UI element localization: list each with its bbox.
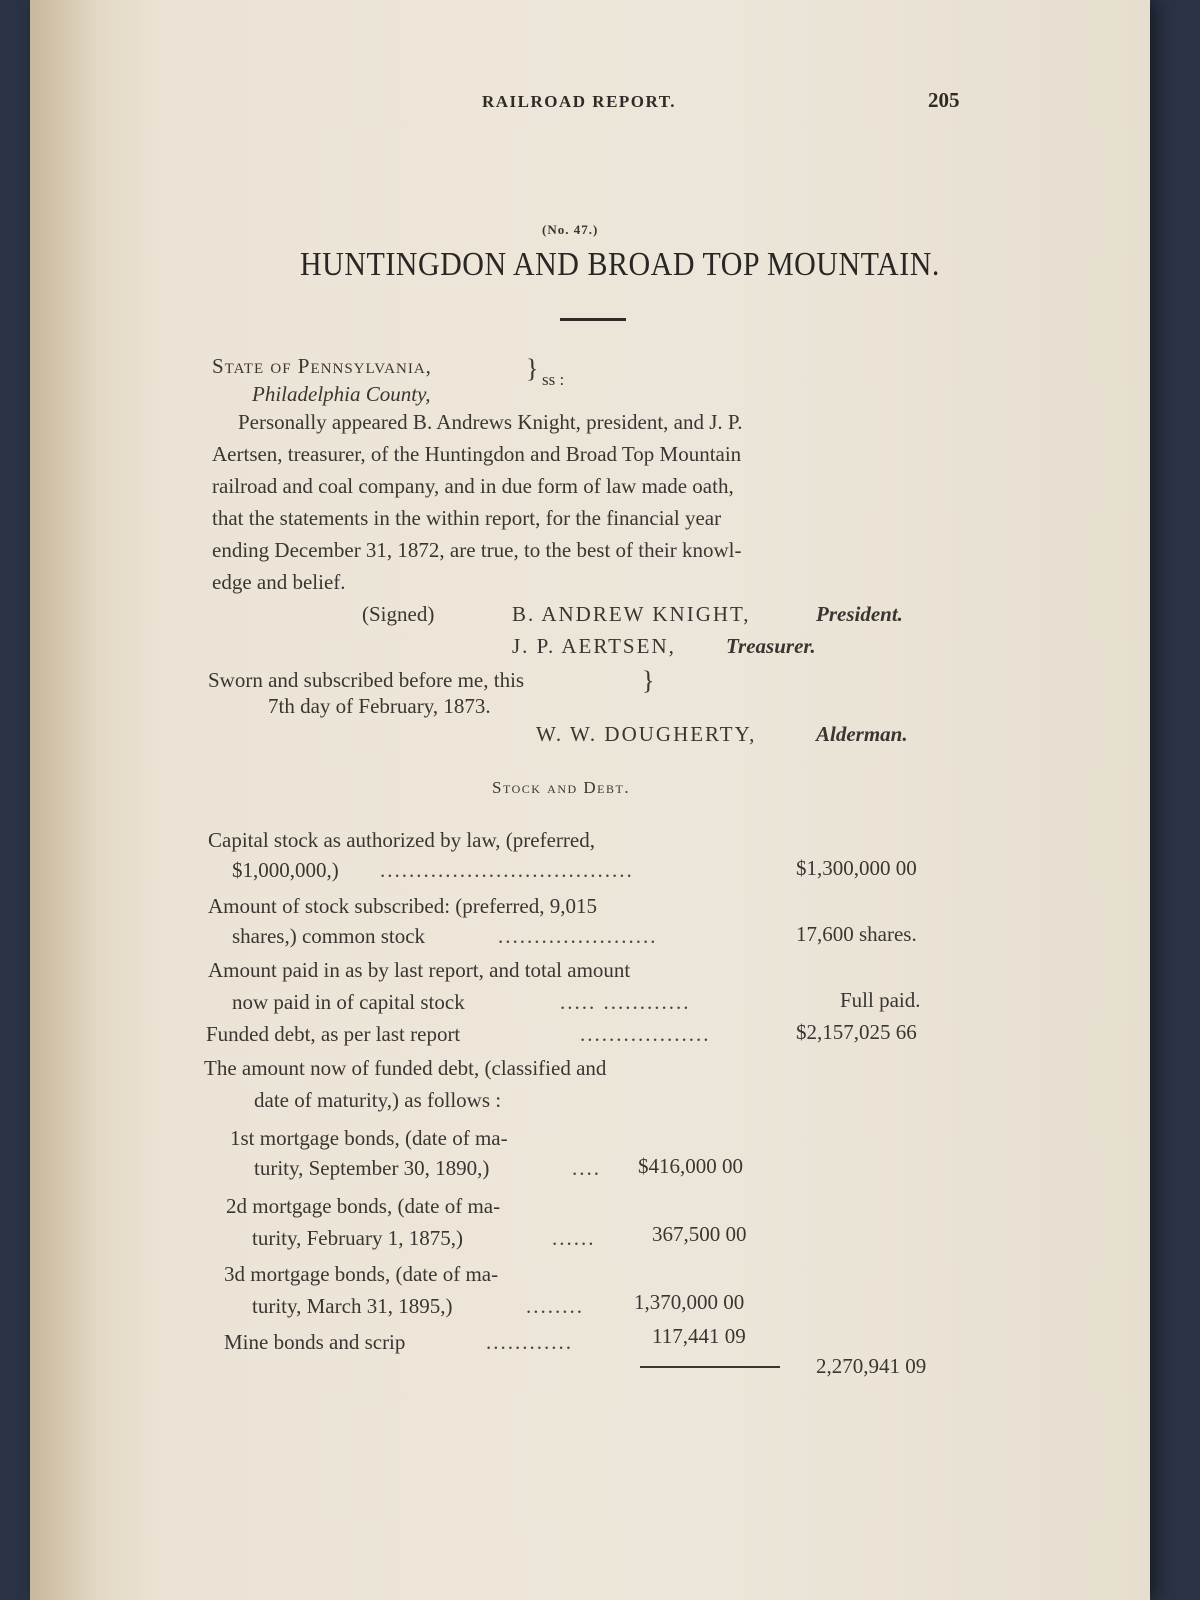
bond-value: 1,370,000 00	[634, 1290, 745, 1314]
affidavit-line: Personally appeared B. Andrews Knight, president, and J. P.	[238, 410, 743, 434]
funded-debt-intro: The amount now of funded debt, (classified and	[204, 1056, 607, 1080]
signer-name-president: B. ANDREW KNIGHT,	[512, 602, 751, 626]
running-head: RAILROAD REPORT.	[482, 92, 677, 111]
bond-value: 367,500 00	[652, 1222, 747, 1246]
bond-line: turity, September 30, 1890,)	[254, 1156, 490, 1180]
leader-dots: ......................	[498, 924, 658, 948]
affidavit-line: ending December 31, 1872, are true, to the best of their knowl-	[212, 538, 742, 562]
leader-dots: ........	[526, 1294, 584, 1318]
stock-item-line: Funded debt, as per last report	[206, 1022, 461, 1046]
stock-item-value: 17,600 shares.	[796, 922, 917, 946]
alderman-role: Alderman.	[816, 722, 908, 746]
stock-item-value: Full paid.	[840, 988, 921, 1012]
sworn-brace: }	[642, 666, 655, 695]
signer-role-president: President.	[816, 602, 903, 626]
stock-item-line: $1,000,000,)	[232, 858, 339, 882]
venue-county: Philadelphia County,	[252, 382, 431, 406]
signed-label: (Signed)	[362, 602, 435, 626]
bond-line: turity, February 1, 1875,)	[252, 1226, 463, 1250]
stock-item-line: Amount of stock subscribed: (preferred, 9,015	[208, 894, 597, 918]
stock-item-line: Capital stock as authorized by law, (preferred,	[208, 828, 595, 852]
sum-rule	[640, 1366, 780, 1368]
leader-dots: ....	[572, 1156, 601, 1180]
stock-item-line: now paid in of capital stock	[232, 990, 465, 1014]
signer-name-treasurer: J. P. AERTSEN,	[512, 634, 676, 658]
bond-value: 117,441 09	[652, 1324, 746, 1348]
alderman-name: W. W. DOUGHERTY,	[536, 722, 757, 746]
bond-line: 2d mortgage bonds, (date of ma-	[226, 1194, 501, 1218]
section-heading: Stock and Debt.	[492, 778, 631, 797]
sworn-date: 7th day of February, 1873.	[268, 694, 491, 718]
stock-item-line: shares,) common stock	[232, 924, 426, 948]
leader-dots: ..... ............	[560, 990, 691, 1014]
bonds-total: 2,270,941 09	[816, 1354, 927, 1378]
affidavit-line: Aertsen, treasurer, of the Huntingdon and Broad Top Mountain	[212, 442, 742, 466]
venue-ss: ss :	[542, 370, 565, 389]
leader-dots: ............	[486, 1330, 573, 1354]
title-rule	[560, 318, 626, 321]
bond-line: Mine bonds and scrip	[224, 1330, 406, 1354]
stock-item-value: $2,157,025 66	[796, 1020, 917, 1044]
venue-brace: }	[526, 354, 539, 383]
leader-dots: ......	[552, 1226, 596, 1250]
affidavit-line: that the statements in the within report, for the financial year	[212, 506, 722, 530]
bond-line: turity, March 31, 1895,)	[252, 1294, 453, 1318]
bond-line: 1st mortgage bonds, (date of ma-	[230, 1126, 508, 1150]
signer-role-treasurer: Treasurer.	[726, 634, 816, 658]
page-title: HUNTINGDON AND BROAD TOP MOUNTAIN.	[300, 246, 940, 283]
affidavit-line: edge and belief.	[212, 570, 346, 594]
book-page	[30, 0, 1150, 1600]
bond-line: 3d mortgage bonds, (date of ma-	[224, 1262, 499, 1286]
stock-item-value: $1,300,000 00	[796, 856, 917, 880]
sworn-line: Sworn and subscribed before me, this	[208, 668, 525, 692]
funded-debt-intro: date of maturity,) as follows :	[254, 1088, 502, 1112]
page-number: 205	[928, 88, 960, 112]
leader-dots: ..................	[580, 1022, 711, 1046]
venue-state: State of Pennsylvania,	[212, 354, 432, 378]
document-number: (No. 47.)	[542, 222, 599, 237]
leader-dots: ...................................	[380, 858, 634, 882]
stock-item-line: Amount paid in as by last report, and total amount	[208, 958, 631, 982]
affidavit-line: railroad and coal company, and in due form of law made oath,	[212, 474, 734, 498]
bond-value: $416,000 00	[638, 1154, 743, 1178]
